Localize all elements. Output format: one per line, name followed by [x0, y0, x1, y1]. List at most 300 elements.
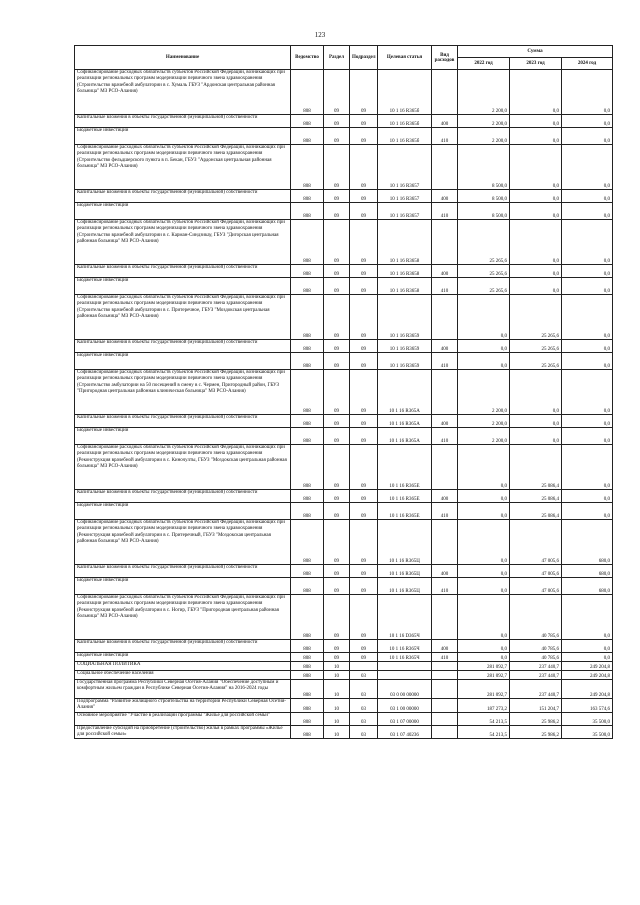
- row-subsection: 03: [350, 671, 378, 680]
- row-section: 09: [324, 565, 350, 578]
- row-ministry: 808: [291, 340, 324, 353]
- table-row: [75, 340, 613, 353]
- row-expense-type: 410: [432, 428, 458, 445]
- row-sum-2022: 25 265,6: [458, 220, 510, 265]
- row-sum-2022: 0,0: [458, 353, 510, 370]
- row-sum-2023: 47 005,6: [510, 565, 562, 578]
- row-subsection: 09: [350, 115, 378, 128]
- row-name: Бюджетные инвестиции: [75, 128, 291, 145]
- row-sum-2022: 2 200,0: [458, 70, 510, 115]
- row-expense-type: [432, 445, 458, 490]
- row-target: 03 1 07 00000: [378, 712, 432, 725]
- row-section: 09: [324, 203, 350, 220]
- row-expense-type: [432, 725, 458, 739]
- row-sum-2022: 2 200,0: [458, 415, 510, 428]
- table-row: [75, 353, 613, 370]
- row-sum-2022: 0,0: [458, 490, 510, 503]
- row-sum-2023: 25 086,4: [510, 445, 562, 490]
- table-row: [75, 712, 613, 725]
- row-name: Социальное обеспечение населения: [75, 671, 291, 680]
- row-section: 09: [324, 415, 350, 428]
- row-sum-2024: 163 574,6: [562, 699, 613, 713]
- row-ministry: 808: [291, 712, 324, 725]
- row-expense-type: 400: [432, 340, 458, 353]
- row-target: 10 1 16 R365б: [378, 128, 432, 145]
- table-row: [75, 662, 613, 671]
- table-row: [75, 295, 613, 340]
- row-sum-2024: 0,0: [562, 220, 613, 265]
- row-name: Капитальные вложения в объекты государственной (муниципальной) собственности: [75, 340, 291, 353]
- row-sum-2024: 680,0: [562, 520, 613, 565]
- row-sum-2023: 0,0: [510, 115, 562, 128]
- row-sum-2024: 0,0: [562, 278, 613, 295]
- row-ministry: 808: [291, 662, 324, 671]
- table-row: [75, 190, 613, 203]
- header-name: Наименование: [75, 46, 291, 70]
- row-sum-2022: 281 092,7: [458, 671, 510, 680]
- row-sum-2024: 0,0: [562, 115, 613, 128]
- row-sum-2022: 25 265,6: [458, 265, 510, 278]
- table-row: [75, 203, 613, 220]
- row-name: Софинансирование расходных обязательств субъектов Российской Федерации, возникающих при реализации региональных программ модернизации первичного звена здравоохранения (Реконструкция врачебной амбулатории в с. Притеречный, ГБУЗ "Моздокская центральная районная больница" МЗ РСО-Алания): [75, 520, 291, 565]
- row-target: 10 1 16 R365Ц: [378, 578, 432, 595]
- row-subsection: 09: [350, 565, 378, 578]
- row-expense-type: 410: [432, 653, 458, 662]
- row-sum-2024: 0,0: [562, 128, 613, 145]
- table-row: [75, 490, 613, 503]
- row-sum-2022: 0,0: [458, 565, 510, 578]
- row-expense-type: [432, 680, 458, 699]
- table-row: [75, 565, 613, 578]
- row-ministry: 808: [291, 653, 324, 662]
- row-name: Софинансирование расходных обязательств субъектов Российской Федерации, возникающих при реализации региональных программ модернизации первичного звена здравоохранения (Строительство врачебной амбулатории в с. Притеречное, ГБУЗ "Моздокская центральная районная больница" МЗ РСО-Алания): [75, 295, 291, 340]
- row-ministry: 808: [291, 520, 324, 565]
- table-row: [75, 520, 613, 565]
- row-sum-2023: 0,0: [510, 190, 562, 203]
- row-target: 10 1 16 R365А: [378, 415, 432, 428]
- row-section: 10: [324, 662, 350, 671]
- row-ministry: 808: [291, 578, 324, 595]
- row-target: 10 1 16 R3658: [378, 265, 432, 278]
- row-expense-type: 410: [432, 203, 458, 220]
- row-sum-2023: 0,0: [510, 370, 562, 415]
- row-name: Софинансирование расходных обязательств субъектов Российской Федерации, возникающих при реализации региональных программ модернизации первичного звена здравоохранения (Реконструкция врачебной амбулатории в с. Киночулты, ГБУЗ "Моздокская центральная районная больница" МЗ РСО-Алания): [75, 445, 291, 490]
- table-body: [75, 70, 613, 739]
- row-name: Бюджетные инвестиции: [75, 653, 291, 662]
- row-name: Предоставление субсидий на приобретение (строительство) жилья в рамках программы «Жилье для российской семьи»: [75, 725, 291, 739]
- row-ministry: 808: [291, 353, 324, 370]
- row-expense-type: [432, 295, 458, 340]
- row-ministry: 808: [291, 265, 324, 278]
- row-section: 09: [324, 340, 350, 353]
- row-sum-2024: 0,0: [562, 370, 613, 415]
- row-sum-2023: 0,0: [510, 145, 562, 190]
- row-ministry: 808: [291, 680, 324, 699]
- row-expense-type: [432, 520, 458, 565]
- row-name: Софинансирование расходных обязательств субъектов Российской Федерации, возникающих при реализации региональных программ модернизации первичного звена здравоохранения (Реконструкция врачебной амбулатории в с. Ногир, ГБУЗ "Пригородная центральная районная больница" МЗ РСО-Алания): [75, 595, 291, 640]
- row-subsection: 09: [350, 428, 378, 445]
- row-sum-2023: 0,0: [510, 203, 562, 220]
- header-target: Целевая статья: [378, 46, 432, 70]
- row-section: 09: [324, 520, 350, 565]
- row-sum-2022: 281 092,7: [458, 680, 510, 699]
- row-sum-2022: 0,0: [458, 340, 510, 353]
- row-subsection: 09: [350, 220, 378, 265]
- row-subsection: 09: [350, 265, 378, 278]
- row-sum-2023: 25 086,4: [510, 490, 562, 503]
- row-name: Бюджетные инвестиции: [75, 203, 291, 220]
- header-section: Раздел: [324, 46, 350, 70]
- row-name: Бюджетные инвестиции: [75, 503, 291, 520]
- row-ministry: 808: [291, 565, 324, 578]
- row-expense-type: 400: [432, 190, 458, 203]
- row-sum-2022: 0,0: [458, 653, 510, 662]
- row-name: Бюджетные инвестиции: [75, 353, 291, 370]
- row-name: Софинансирование расходных обязательств субъектов Российской Федерации, возникающих при реализации региональных программ модернизации первичного звена здравоохранения (Строительство амбулатории на 50 посещений в смену в с. Чермен, Пригородный район, ГБУЗ "Пригородная центральная районная клиническая больница" МЗ РСО-Алания): [75, 370, 291, 415]
- row-sum-2022: 0,0: [458, 520, 510, 565]
- row-ministry: 808: [291, 671, 324, 680]
- row-ministry: 808: [291, 415, 324, 428]
- row-sum-2022: 8 500,0: [458, 203, 510, 220]
- row-sum-2024: 35 500,0: [562, 712, 613, 725]
- row-expense-type: [432, 699, 458, 713]
- row-sum-2023: 25 986,2: [510, 712, 562, 725]
- row-subsection: 09: [350, 340, 378, 353]
- row-subsection: 09: [350, 490, 378, 503]
- row-sum-2024: 0,0: [562, 145, 613, 190]
- row-sum-2024: 0,0: [562, 203, 613, 220]
- row-target: 03 1 07 40236: [378, 725, 432, 739]
- row-sum-2023: 0,0: [510, 128, 562, 145]
- table-row: [75, 680, 613, 699]
- header-subsection: Подраздел: [350, 46, 378, 70]
- row-expense-type: [432, 671, 458, 680]
- row-target: 10 1 16 R3657: [378, 145, 432, 190]
- row-sum-2023: 25 265,6: [510, 295, 562, 340]
- row-sum-2022: 54 213,5: [458, 725, 510, 739]
- row-sum-2023: 40 785,6: [510, 595, 562, 640]
- row-expense-type: [432, 712, 458, 725]
- table-row: [75, 115, 613, 128]
- row-subsection: 03: [350, 712, 378, 725]
- row-target: [378, 671, 432, 680]
- row-sum-2023: 0,0: [510, 70, 562, 115]
- table-row: [75, 595, 613, 640]
- row-sum-2023: 25 086,4: [510, 503, 562, 520]
- row-sum-2024: 680,0: [562, 578, 613, 595]
- row-sum-2023: 237 440,7: [510, 662, 562, 671]
- row-ministry: 808: [291, 445, 324, 490]
- row-name: Капитальные вложения в объекты государственной (муниципальной) собственности: [75, 265, 291, 278]
- table-row: [75, 578, 613, 595]
- row-sum-2022: 54 213,5: [458, 712, 510, 725]
- row-expense-type: 400: [432, 565, 458, 578]
- row-name: Капитальные вложения в объекты государственной (муниципальной) собственности: [75, 415, 291, 428]
- row-sum-2023: 0,0: [510, 428, 562, 445]
- row-subsection: 09: [350, 203, 378, 220]
- table-row: [75, 699, 613, 713]
- row-sum-2023: 237 440,7: [510, 671, 562, 680]
- table-row: [75, 370, 613, 415]
- row-target: 10 1 16 R365Е: [378, 490, 432, 503]
- row-sum-2022: 8 500,0: [458, 190, 510, 203]
- row-section: 09: [324, 295, 350, 340]
- row-sum-2022: 187 273,2: [458, 699, 510, 713]
- row-subsection: 09: [350, 145, 378, 190]
- page-number: 123: [314, 31, 326, 39]
- row-name: Капитальные вложения в объекты государственной (муниципальной) собственности: [75, 190, 291, 203]
- row-name: Капитальные вложения в объекты государственной (муниципальной) собственности: [75, 115, 291, 128]
- row-sum-2022: 2 200,0: [458, 128, 510, 145]
- row-sum-2023: 0,0: [510, 278, 562, 295]
- row-sum-2023: 0,0: [510, 415, 562, 428]
- row-sum-2024: 0,0: [562, 295, 613, 340]
- table-row: [75, 725, 613, 739]
- row-sum-2024: 35 500,0: [562, 725, 613, 739]
- row-expense-type: 400: [432, 490, 458, 503]
- row-target: 10 1 16 R3657: [378, 203, 432, 220]
- row-section: 10: [324, 680, 350, 699]
- row-sum-2023: 0,0: [510, 265, 562, 278]
- row-section: 10: [324, 712, 350, 725]
- row-expense-type: 400: [432, 265, 458, 278]
- row-expense-type: [432, 370, 458, 415]
- row-section: 09: [324, 653, 350, 662]
- row-section: 09: [324, 578, 350, 595]
- row-subsection: 09: [350, 370, 378, 415]
- row-sum-2024: 0,0: [562, 640, 613, 653]
- row-ministry: 808: [291, 490, 324, 503]
- row-target: 10 1 16 R365Ц: [378, 520, 432, 565]
- row-section: 09: [324, 490, 350, 503]
- row-target: 10 1 16 R365Е: [378, 445, 432, 490]
- header-2024: 2024 год: [562, 58, 613, 70]
- row-section: 09: [324, 145, 350, 190]
- row-target: 10 1 16 R365б: [378, 70, 432, 115]
- row-expense-type: 410: [432, 278, 458, 295]
- row-ministry: 808: [291, 699, 324, 713]
- row-ministry: 808: [291, 278, 324, 295]
- row-sum-2024: 0,0: [562, 653, 613, 662]
- row-sum-2024: 680,0: [562, 565, 613, 578]
- row-section: 10: [324, 671, 350, 680]
- row-subsection: [350, 662, 378, 671]
- row-section: 09: [324, 70, 350, 115]
- row-expense-type: 410: [432, 578, 458, 595]
- row-sum-2023: 25 265,6: [510, 340, 562, 353]
- row-ministry: 808: [291, 128, 324, 145]
- row-ministry: 808: [291, 220, 324, 265]
- row-section: 09: [324, 595, 350, 640]
- row-target: 10 1 16 R365Ч: [378, 653, 432, 662]
- row-sum-2024: 0,0: [562, 70, 613, 115]
- row-target: 10 1 16 R365Е: [378, 503, 432, 520]
- table-row: [75, 503, 613, 520]
- row-ministry: 808: [291, 145, 324, 190]
- row-name: Государственная программа Республики Северная Осетия-Алания "Обеспечение доступным и комфортным жильем граждан в Республике Северная Осетия-Алания" на 2016-2024 годы: [75, 680, 291, 699]
- row-ministry: 808: [291, 115, 324, 128]
- row-subsection: 09: [350, 353, 378, 370]
- row-sum-2022: 8 500,0: [458, 145, 510, 190]
- row-section: 09: [324, 428, 350, 445]
- row-subsection: 03: [350, 680, 378, 699]
- row-target: 10 1 16 R3657: [378, 190, 432, 203]
- row-sum-2022: 0,0: [458, 595, 510, 640]
- row-section: 09: [324, 190, 350, 203]
- row-target: 10 1 16 R365А: [378, 370, 432, 415]
- row-sum-2022: 0,0: [458, 445, 510, 490]
- row-section: 09: [324, 640, 350, 653]
- header-ministry: Ведомство: [291, 46, 324, 70]
- row-target: 10 1 16 R3659: [378, 340, 432, 353]
- header-expense-type: Вид расходов: [432, 46, 458, 70]
- row-section: 09: [324, 278, 350, 295]
- row-subsection: 09: [350, 295, 378, 340]
- row-name: Капитальные вложения в объекты государственной (муниципальной) собственности: [75, 490, 291, 503]
- row-ministry: 808: [291, 70, 324, 115]
- row-target: 10 1 16 R3658: [378, 220, 432, 265]
- row-sum-2024: 0,0: [562, 353, 613, 370]
- row-sum-2023: 47 005,6: [510, 578, 562, 595]
- row-name: Подпрограмма "Развитие жилищного строительства на территории Республики Северная Осетия-Алания": [75, 699, 291, 713]
- row-subsection: 09: [350, 70, 378, 115]
- row-sum-2023: 151 204,7: [510, 699, 562, 713]
- row-sum-2022: 0,0: [458, 295, 510, 340]
- row-sum-2023: 40 785,6: [510, 640, 562, 653]
- row-section: 09: [324, 370, 350, 415]
- header-2023: 2023 год: [510, 58, 562, 70]
- row-target: [378, 662, 432, 671]
- row-target: 10 1 16 D365Ч: [378, 595, 432, 640]
- table-row: [75, 128, 613, 145]
- row-sum-2023: 0,0: [510, 220, 562, 265]
- row-section: 09: [324, 115, 350, 128]
- row-name: Софинансирование расходных обязательств субъектов Российской Федерации, возникающих при реализации региональных программ модернизации первичного звена здравоохранения (Строительство врачебной амбулатории в с. Карман-Синдзикау, ГБУЗ "Дигорская центральная районная больница" МЗ РСО-Алания): [75, 220, 291, 265]
- row-expense-type: [432, 595, 458, 640]
- row-sum-2022: 25 265,6: [458, 278, 510, 295]
- row-name: Софинансирование расходных обязательств субъектов Российской Федерации, возникающих при реализации региональных программ модернизации первичного звена здравоохранения (Строительство фельдшерского пункта в п. Бекан, ГБУЗ "Ардонская центральная районная больница" МЗ РСО-Алания): [75, 145, 291, 190]
- row-expense-type: [432, 145, 458, 190]
- row-ministry: 808: [291, 725, 324, 739]
- row-subsection: 09: [350, 520, 378, 565]
- table-row: [75, 278, 613, 295]
- table-row: [75, 653, 613, 662]
- row-sum-2023: 40 785,6: [510, 653, 562, 662]
- row-sum-2022: 281 092,7: [458, 662, 510, 671]
- row-expense-type: [432, 70, 458, 115]
- row-name: Основное мероприятие "Участие в реализации программы "Жилье для российской семьи": [75, 712, 291, 725]
- row-sum-2024: 249 204,8: [562, 671, 613, 680]
- row-name: СОЦИАЛЬНАЯ ПОЛИТИКА: [75, 662, 291, 671]
- row-name: Бюджетные инвестиции: [75, 578, 291, 595]
- row-sum-2022: 2 200,0: [458, 428, 510, 445]
- row-subsection: 09: [350, 653, 378, 662]
- header-2022: 2022 год: [458, 58, 510, 70]
- table-row: [75, 445, 613, 490]
- row-sum-2024: 0,0: [562, 428, 613, 445]
- header-sum: Сумма: [458, 46, 613, 58]
- row-sum-2024: 0,0: [562, 265, 613, 278]
- row-sum-2024: 0,0: [562, 340, 613, 353]
- table-row: [75, 220, 613, 265]
- row-ministry: 808: [291, 295, 324, 340]
- row-ministry: 808: [291, 640, 324, 653]
- row-section: 10: [324, 725, 350, 739]
- row-subsection: 03: [350, 699, 378, 713]
- row-ministry: 808: [291, 370, 324, 415]
- row-sum-2024: 0,0: [562, 595, 613, 640]
- row-name: Софинансирование расходных обязательств субъектов Российской Федерации, возникающих при реализации региональных программ модернизации первичного звена здравоохранения (Строительство врачебной амбулатории в с. Хумаль ГБУЗ "Ардонская центральная районная больница" МЗ РСО-Алания): [75, 70, 291, 115]
- row-section: 09: [324, 445, 350, 490]
- row-name: Капитальные вложения в объекты государственной (муниципальной) собственности: [75, 565, 291, 578]
- row-sum-2022: 0,0: [458, 578, 510, 595]
- row-section: 09: [324, 220, 350, 265]
- row-name: Капитальные вложения в объекты государственной (муниципальной) собственности: [75, 640, 291, 653]
- row-sum-2022: 2 200,0: [458, 370, 510, 415]
- row-sum-2023: 237 440,7: [510, 680, 562, 699]
- row-expense-type: 410: [432, 353, 458, 370]
- row-target: 10 1 16 R3659: [378, 353, 432, 370]
- row-subsection: 09: [350, 415, 378, 428]
- row-subsection: 09: [350, 595, 378, 640]
- row-subsection: 09: [350, 503, 378, 520]
- row-subsection: 09: [350, 128, 378, 145]
- row-subsection: 03: [350, 725, 378, 739]
- table-row: [75, 640, 613, 653]
- row-target: 10 1 16 R3658: [378, 278, 432, 295]
- row-expense-type: 400: [432, 115, 458, 128]
- row-ministry: 808: [291, 595, 324, 640]
- row-section: 09: [324, 353, 350, 370]
- row-ministry: 808: [291, 503, 324, 520]
- row-sum-2024: 0,0: [562, 415, 613, 428]
- table-row: [75, 428, 613, 445]
- row-subsection: 09: [350, 445, 378, 490]
- row-section: 10: [324, 699, 350, 713]
- row-sum-2022: 0,0: [458, 503, 510, 520]
- row-section: 09: [324, 128, 350, 145]
- row-sum-2022: 2 200,0: [458, 115, 510, 128]
- row-target: 10 1 16 R365Ц: [378, 565, 432, 578]
- row-sum-2024: 0,0: [562, 190, 613, 203]
- row-target: 10 1 16 R365б: [378, 115, 432, 128]
- row-expense-type: 400: [432, 640, 458, 653]
- table-row: [75, 265, 613, 278]
- row-ministry: 808: [291, 203, 324, 220]
- row-section: 09: [324, 265, 350, 278]
- row-sum-2024: 0,0: [562, 490, 613, 503]
- row-target: 03 0 00 00000: [378, 680, 432, 699]
- row-sum-2022: 0,0: [458, 640, 510, 653]
- table-row: [75, 145, 613, 190]
- row-subsection: 09: [350, 578, 378, 595]
- row-subsection: 09: [350, 278, 378, 295]
- row-expense-type: 410: [432, 503, 458, 520]
- row-name: Бюджетные инвестиции: [75, 278, 291, 295]
- row-target: 10 1 16 R365Ч: [378, 640, 432, 653]
- row-sum-2024: 249 204,8: [562, 680, 613, 699]
- row-sum-2024: 249 204,8: [562, 662, 613, 671]
- row-target: 10 1 16 R3659: [378, 295, 432, 340]
- row-target: 10 1 16 R365А: [378, 428, 432, 445]
- row-subsection: 09: [350, 190, 378, 203]
- row-subsection: 09: [350, 640, 378, 653]
- row-name: Бюджетные инвестиции: [75, 428, 291, 445]
- row-expense-type: 400: [432, 415, 458, 428]
- row-section: 09: [324, 503, 350, 520]
- budget-table: [74, 45, 613, 739]
- row-ministry: 808: [291, 190, 324, 203]
